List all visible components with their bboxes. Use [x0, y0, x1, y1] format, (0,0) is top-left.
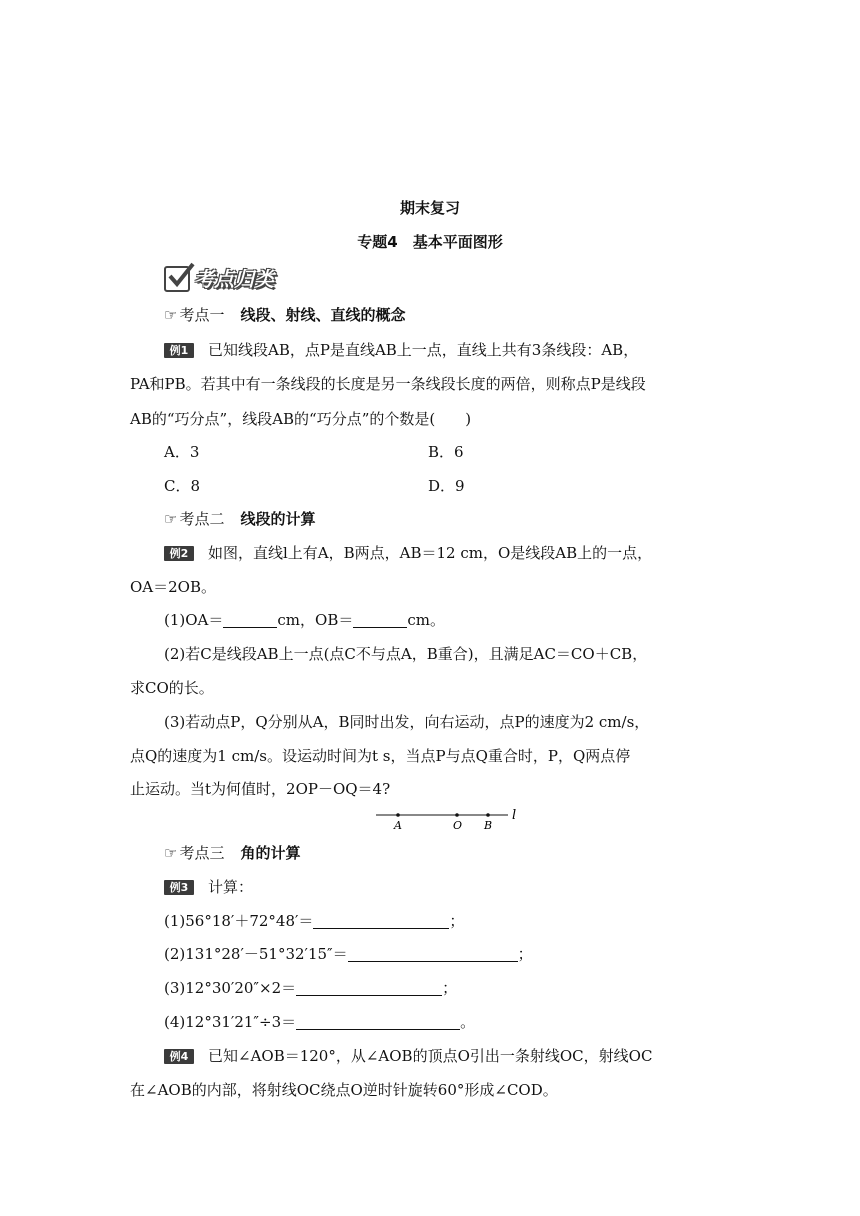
example-tag: 例4 — [164, 1049, 194, 1064]
label-a: A — [394, 819, 402, 832]
example-2-line-1: 例2 如图，直线l上有A，B两点，AB＝12 cm，O是线段AB上的一点， — [164, 542, 652, 564]
section-badge-label: 考点归类 — [194, 267, 274, 291]
calculation-2: (2)131°28′－51°32′15″＝ ； — [164, 945, 533, 963]
example-1-line-2: PA和PB。若其中有一条线段的长度是另一条线段长度的两倍，则称点P是线段 — [130, 375, 646, 393]
answer-blank — [348, 946, 518, 962]
example-1-line-3: AB的“巧分点”，线段AB的“巧分点”的个数是( ) — [130, 410, 472, 428]
label-l: l — [512, 808, 517, 823]
example-4-line-1: 例4 已知∠AOB＝120°，从∠AOB的顶点O引出一条射线OC，射线OC — [164, 1045, 652, 1067]
example-tag: 例2 — [164, 546, 194, 561]
label-o: O — [453, 819, 463, 832]
checkmark-icon — [166, 262, 196, 290]
example-tag: 例3 — [164, 880, 194, 895]
option-b: B．6 — [428, 443, 464, 461]
answer-blank — [313, 913, 449, 929]
answer-blank — [353, 612, 407, 628]
calculation-4: (4)12°31′21″÷3＝ 。 — [164, 1013, 476, 1031]
question-2-line-2: 求CO的长。 — [130, 679, 214, 697]
pointing-hand-icon: ☞ — [164, 510, 178, 528]
example-4-line-2: 在∠AOB的内部，将射线OC绕点O逆时针旋转60°形成∠COD。 — [130, 1081, 558, 1099]
example-3-intro: 例3 计算： — [164, 876, 253, 898]
page-subtitle: 专题4 基本平面图形 — [357, 233, 503, 251]
calculation-1: (1)56°18′＋72°48′＝ ； — [164, 912, 465, 930]
answer-blank — [296, 1014, 460, 1030]
option-c: C．8 — [164, 477, 201, 495]
question-3-line-2: 点Q的速度为1 cm/s。设运动时间为t s，当点P与点Q重合时，P，Q两点停 — [130, 747, 631, 765]
point-b — [486, 813, 490, 817]
point-a — [396, 813, 400, 817]
answer-blank — [223, 612, 277, 628]
topic-heading-1: ☞ 考点一 线段、射线、直线的概念 — [164, 306, 406, 324]
question-3-line-3: 止运动。当t为何值时，2OP－OQ＝4? — [130, 780, 391, 798]
question-1: (1)OA＝ cm，OB＝ cm。 — [164, 611, 445, 629]
example-2-line-2: OA＝2OB。 — [130, 578, 216, 596]
topic-heading-2: ☞ 考点二 线段的计算 — [164, 510, 316, 528]
pointing-hand-icon: ☞ — [164, 844, 178, 862]
topic-heading-3: ☞ 考点三 角的计算 — [164, 844, 301, 862]
answer-blank — [296, 980, 442, 996]
pointing-hand-icon: ☞ — [164, 306, 178, 324]
example-tag: 例1 — [164, 343, 194, 358]
question-2-line-1: (2)若C是线段AB上一点(点C不与点A，B重合)，且满足AC＝CO＋CB， — [164, 645, 648, 663]
line-figure — [370, 806, 530, 832]
question-3-line-1: (3)若动点P，Q分别从A，B同时出发，向右运动，点P的速度为2 cm/s， — [164, 713, 650, 731]
point-o — [455, 813, 459, 817]
example-1-line-1: 例1 已知线段AB，点P是直线AB上一点，直线上共有3条线段：AB， — [164, 339, 638, 361]
option-d: D．9 — [428, 477, 465, 495]
calculation-3: (3)12°30′20″×2＝ ； — [164, 979, 458, 997]
page-title: 期末复习 — [399, 199, 460, 217]
label-b: B — [484, 819, 493, 832]
section-badge — [162, 262, 297, 292]
option-a: A．3 — [164, 443, 200, 461]
